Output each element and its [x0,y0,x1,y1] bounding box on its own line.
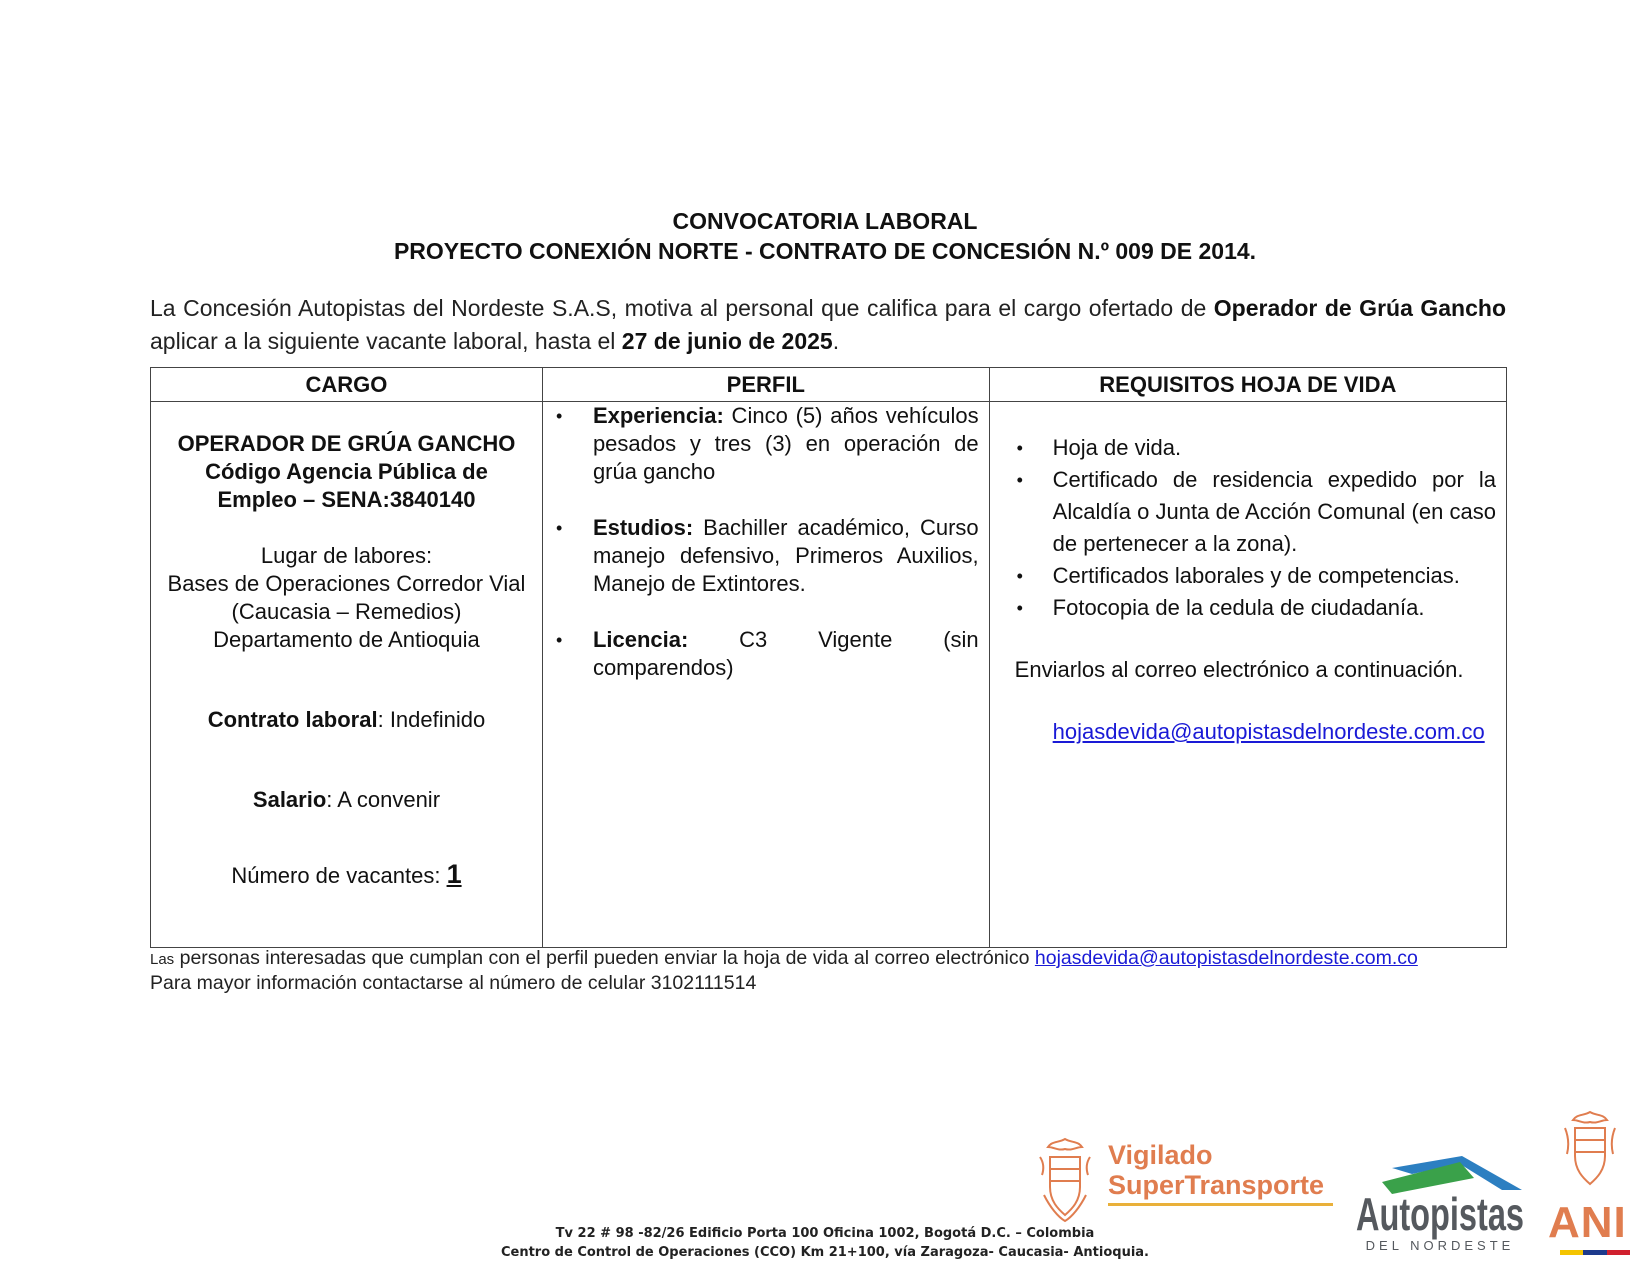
salary-label: Salario [252,787,327,812]
perfil-label: Estudios: [592,515,694,540]
vacancies-count: 1 [446,859,462,889]
send-instruction: Enviarlos al correo electrónico a continuación. [1014,657,1464,682]
autopistas-subtitle: DEL NORDESTE [1365,1238,1515,1250]
list-item: • Certificado de residencia expedido por la Alcaldía o Junta de Acción Comunal (en caso de pertenecer a la zona). [1015,464,1496,560]
autopistas-name: Autopistas [1356,1188,1524,1240]
list-item: • Hoja de vida. [1015,432,1496,464]
vacancies-label: Número de vacantes: [231,863,447,888]
vigilado-line2: SuperTransporte [1108,1170,1325,1200]
list-item [543,402,979,486]
perfil-cell [542,402,989,948]
perfil-text: C3 Vigente (sin comparendos) [592,627,979,680]
document-subtitle: PROYECTO CONEXIÓN NORTE - CONTRATO DE CONCESIÓN N.º 009 DE 2014. [393,238,1257,264]
contract-type [161,706,532,734]
perfil-label: Licencia: [592,627,689,652]
header-perfil: PERFIL [542,368,989,402]
vigilado-logo [1108,1140,1324,1200]
note-text: personas interesadas que cumplan con el perfil pueden enviar la hoja de vida al correo electrónico [174,947,1035,969]
intro-text: . [832,328,840,354]
role-title: OPERADOR DE GRÚA GANCHO [177,431,516,456]
list-item [543,626,979,682]
vacancy-table [150,367,1507,948]
contract-value: : Indefinido [377,707,486,732]
phone-note: Para mayor información contactarse al número de celular 3102111514 [150,972,757,994]
intro-paragraph [150,292,1506,358]
agency-code-value: Empleo – SENA:3840140 [217,487,476,512]
perfil-text: Cinco (5) años vehículos pesados y tres (3) en operación de grúa gancho [592,403,979,484]
colombia-coat-of-arms-icon [1030,1135,1100,1225]
vigilado-line1: Vigilado [1108,1140,1213,1170]
requisitos-cell [989,402,1506,948]
list-item: • Certificados laborales y de competencias. [1015,560,1496,592]
salary-value: : A convenir [326,787,441,812]
work-place-line: Departamento de Antioquia [213,627,480,652]
work-place-label: Lugar de labores: [260,543,433,568]
intro-text: aplicar a la siguiente vacante laboral, hasta el [150,328,622,354]
document-title: CONVOCATORIA LABORAL [672,208,978,234]
email-link[interactable]: hojasdevida@autopistasdelnordeste.com.co [1052,719,1485,744]
contact-note [150,946,1510,972]
perfil-text: Bachiller académico, Curso manejo defensivo, Primeros Auxilios, Manejo de Extintores. [592,515,979,596]
vigilado-underline [1108,1203,1333,1206]
note-text: Las [150,951,175,968]
contract-label: Contrato laboral [207,707,378,732]
footer-cco: Centro de Control de Operaciones (CCO) Km 21+100, vía Zaragoza- Caucasia- Antioquia. [500,1245,1149,1260]
work-place-line: (Caucasia – Remedios) [231,599,462,624]
salary [161,786,532,814]
note-email-link[interactable]: hojasdevida@autopistasdelnordeste.com.co [1034,947,1418,969]
perfil-list [543,402,979,682]
agency-code-line: Código Agencia Pública de [205,459,488,484]
intro-text: La Concesión Autopistas del Nordeste S.A.S, motiva al personal que califica para el cargo ofertado de [150,295,1214,321]
intro-deadline: 27 de junio de 2025 [621,328,833,354]
footer-address: Tv 22 # 98 -82/26 Edificio Porta 100 Oficina 1002, Bogotá D.C. – Colombia [555,1226,1095,1241]
table-header-row [151,368,1507,402]
table-row [151,402,1507,948]
header-requisitos: REQUISITOS HOJA DE VIDA [989,368,1506,402]
ani-coat-of-arms-icon [1555,1108,1625,1193]
perfil-label: Experiencia: [592,403,724,428]
list-item: • Fotocopia de la cedula de ciudadanía. [1015,592,1496,624]
work-place-line: Bases de Operaciones Corredor Vial [167,571,526,596]
ani-logo-text: ANI [1548,1198,1627,1247]
header-cargo: CARGO [151,368,543,402]
intro-role: Operador de Grúa Gancho [1213,295,1506,321]
vacancies [161,860,532,890]
list-item [543,514,979,598]
requisitos-list [1015,432,1496,624]
cargo-cell [151,402,543,948]
